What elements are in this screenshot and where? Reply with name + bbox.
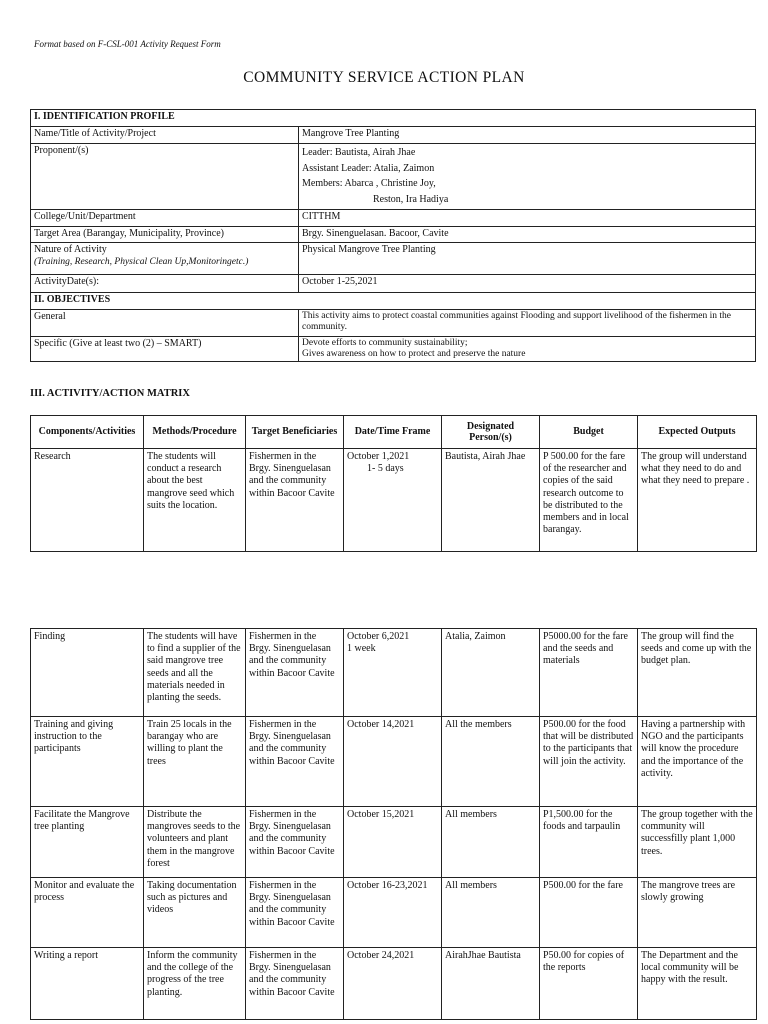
row-beneficiaries	[246, 807, 344, 878]
row-person: Bautista, Airah Jhae	[442, 449, 540, 552]
row-budget: P1,500.00 for the foods and tarpaulin	[540, 807, 638, 878]
row-date: October 16-23,2021	[344, 878, 442, 948]
row-budget: P5000.00 for the fare and the seeds and materials	[540, 629, 638, 717]
proponent-label: Proponent/(s)	[31, 144, 299, 210]
target-area-label: Target Area (Barangay, Municipality, Province)	[31, 226, 299, 242]
row-output: The group together with the community will successfilly plant 1,000 trees.	[638, 807, 757, 878]
beneficiaries-line-a: Fishermen in the Brgy. Sinenguelasan	[249, 631, 331, 655]
row-date	[344, 449, 442, 552]
row-date	[344, 629, 442, 717]
row-person: Atalia, Zaimon	[442, 629, 540, 717]
col-date: Date/Time Frame	[344, 416, 442, 449]
table-row	[31, 449, 757, 552]
activity-date-label: ActivityDate(s):	[31, 274, 299, 292]
matrix-header-row	[31, 416, 757, 449]
row-output: The Department and the local community will be happy with the result.	[638, 948, 757, 1020]
col-beneficiaries: Target Beneficiaries	[246, 416, 344, 449]
row-output: Having a partnership with NGO and the participants will know the procedure and the importance of the activity.	[638, 717, 757, 807]
row-method: The students will conduct a research about the best mangrove seed which suits the location.	[144, 449, 246, 552]
proponent-assistant: Assistant Leader: Atalia, Zaimon	[302, 162, 435, 174]
general-objective-label: General	[31, 309, 299, 336]
row-output: The group will find the seeds and come up with the budget plan.	[638, 629, 757, 717]
row-date: October 24,2021	[344, 948, 442, 1020]
proponent-members: Members: Abarca , Christine Joy,	[302, 178, 436, 190]
nature-label-examples: (Training, Research, Physical Clean Up,Monitoringetc.)	[34, 257, 249, 268]
beneficiaries-line-b: and the community within Bacoor Cavite	[249, 904, 335, 928]
row-output: The mangrove trees are slowly growing	[638, 878, 757, 948]
beneficiaries-line-b: and the community within Bacoor Cavite	[249, 743, 335, 767]
row-method: Taking documentation such as pictures and videos	[144, 878, 246, 948]
nature-of-activity-label	[31, 242, 299, 274]
row-beneficiaries	[246, 717, 344, 807]
beneficiaries-line-b: and the community within Bacoor Cavite	[249, 655, 335, 679]
date-sub: 1 week	[347, 643, 376, 655]
beneficiaries-line-a: Fishermen in the Brgy. Sinenguelasan	[249, 451, 331, 475]
row-beneficiaries	[246, 449, 344, 552]
col-outputs: Expected Outputs	[638, 416, 757, 449]
table-row	[31, 807, 757, 878]
college-value: CITTHM	[299, 209, 756, 226]
page-title: COMMUNITY SERVICE ACTION PLAN	[243, 69, 525, 86]
college-label: College/Unit/Department	[31, 209, 299, 226]
table-row	[31, 717, 757, 807]
table-row	[31, 878, 757, 948]
date-main: October 1,2021	[347, 451, 410, 462]
proponent-leader: Leader: Bautista, Airah Jhae	[302, 147, 416, 158]
specific-objective-label: Specific (Give at least two (2) – SMART)	[31, 336, 299, 361]
row-method: Distribute the mangroves seeds to the volunteers and plant them in the mangrove forest	[144, 807, 246, 878]
row-beneficiaries	[246, 629, 344, 717]
date-main: October 6,2021	[347, 631, 410, 642]
beneficiaries-line-b: and the community within Bacoor Cavite	[249, 475, 335, 499]
row-budget: P50.00 for copies of the reports	[540, 948, 638, 1020]
col-budget: Budget	[540, 416, 638, 449]
table-row	[31, 948, 757, 1020]
row-budget: P 500.00 for the fare of the researcher and copies of the said research outcome to be distributed to the members and in local barangay.	[540, 449, 638, 552]
row-date: October 14,2021	[344, 717, 442, 807]
row-budget: P500.00 for the food that will be distributed to the participants that will join the activity.	[540, 717, 638, 807]
specific-objective-value	[299, 336, 756, 361]
nature-label-text: Nature of Activity	[34, 243, 107, 255]
matrix-heading: III. ACTIVITY/ACTION MATRIX	[30, 388, 190, 399]
specific-objective-2: Gives awareness on how to protect and preserve the nature	[302, 348, 526, 359]
row-date: October 15,2021	[344, 807, 442, 878]
section-identification-profile: I. IDENTIFICATION PROFILE	[31, 110, 756, 127]
action-matrix-table-continued	[30, 628, 757, 1020]
row-person: All the members	[442, 717, 540, 807]
nature-of-activity-value: Physical Mangrove Tree Planting	[299, 242, 756, 274]
row-method: Inform the community and the college of the progress of the tree planting.	[144, 948, 246, 1020]
row-component: Writing a report	[31, 948, 144, 1020]
row-person: AirahJhae Bautista	[442, 948, 540, 1020]
row-component: Monitor and evaluate the process	[31, 878, 144, 948]
target-area-value: Brgy. Sinenguelasan. Bacoor, Cavite	[299, 226, 756, 242]
activity-date-value: October 1-25,2021	[299, 274, 756, 292]
row-beneficiaries	[246, 878, 344, 948]
row-output: The group will understand what they need to do and what they need to prepare .	[638, 449, 757, 552]
row-component: Training and giving instruction to the participants	[31, 717, 144, 807]
specific-objective-1: Devote efforts to community sustainability;	[302, 337, 468, 348]
beneficiaries-line-a: Fishermen in the Brgy. Sinenguelasan	[249, 809, 331, 833]
col-components: Components/Activities	[31, 416, 144, 449]
identification-profile-table	[30, 109, 756, 362]
format-note: Format based on F-CSL-001 Activity Request Form	[34, 39, 221, 49]
beneficiaries-line-b: and the community within Bacoor Cavite	[249, 833, 335, 857]
row-component: Research	[31, 449, 144, 552]
proponent-members-continued: Reston, Ira Hadiya	[373, 194, 449, 206]
beneficiaries-line-a: Fishermen in the Brgy. Sinenguelasan	[249, 950, 331, 974]
row-budget: P500.00 for the fare	[540, 878, 638, 948]
col-methods: Methods/Procedure	[144, 416, 246, 449]
proponent-value	[299, 144, 756, 210]
activity-name-value: Mangrove Tree Planting	[299, 127, 756, 144]
row-component: Facilitate the Mangrove tree planting	[31, 807, 144, 878]
date-sub: 1- 5 days	[367, 463, 404, 475]
beneficiaries-line-b: and the community within Bacoor Cavite	[249, 974, 335, 998]
section-objectives: II. OBJECTIVES	[31, 292, 756, 309]
row-person: All members	[442, 878, 540, 948]
beneficiaries-line-a: Fishermen in the Brgy. Sinenguelasan	[249, 719, 331, 743]
row-component: Finding	[31, 629, 144, 717]
activity-name-label: Name/Title of Activity/Project	[31, 127, 299, 144]
general-objective-value: This activity aims to protect coastal communities against Flooding and support livelihood of the fishermen in the community.	[299, 309, 756, 336]
table-row	[31, 629, 757, 717]
action-matrix-table-top	[30, 415, 757, 552]
row-method: The students will have to find a supplier of the said mangrove tree seeds and all the materials needed in planting the seeds.	[144, 629, 246, 717]
row-person: All members	[442, 807, 540, 878]
col-person: Designated Person/(s)	[442, 416, 540, 449]
row-method: Train 25 locals in the barangay who are willing to plant the trees	[144, 717, 246, 807]
row-beneficiaries	[246, 948, 344, 1020]
beneficiaries-line-a: Fishermen in the Brgy. Sinenguelasan	[249, 880, 331, 904]
